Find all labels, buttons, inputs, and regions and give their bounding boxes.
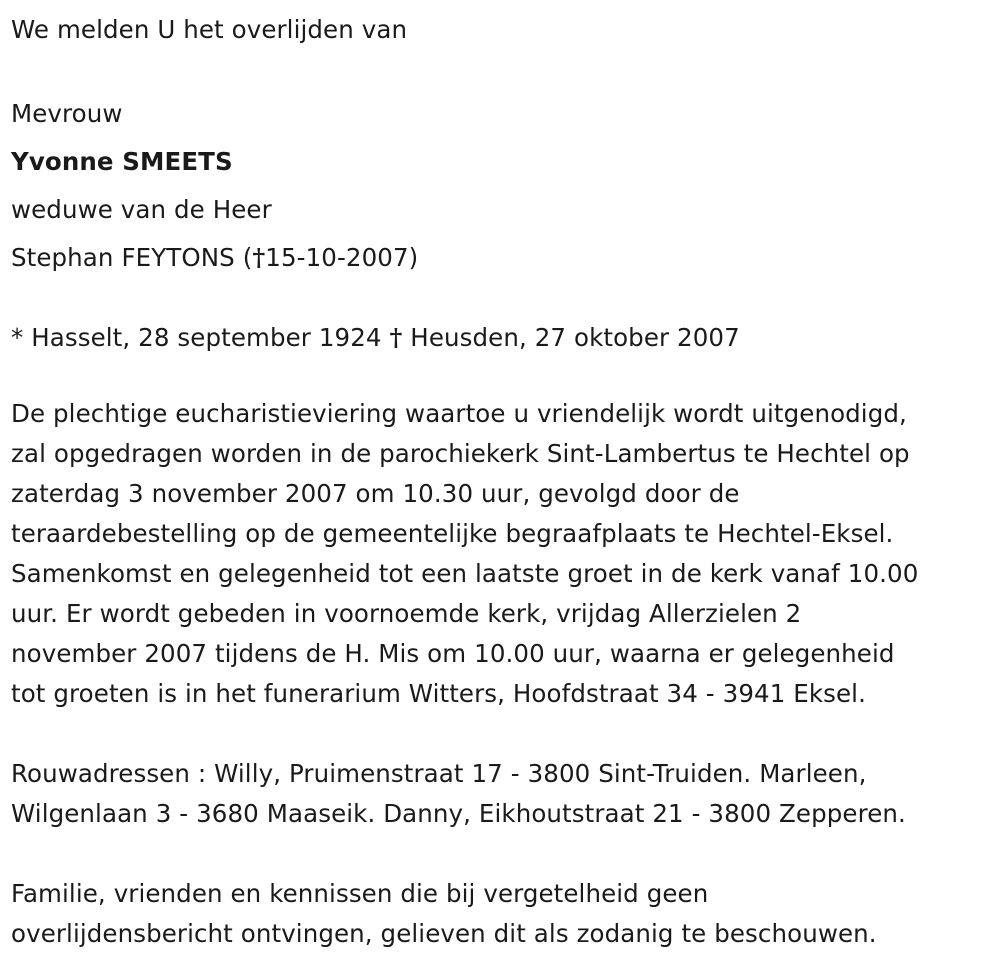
closing-paragraph (11, 874, 996, 954)
ceremony-line: zaterdag 3 november 2007 om 10.30 uur, gevolgd door de (11, 479, 740, 508)
address-line: Rouwadressen : Willy, Pruimenstraat 17 - 3800 Sint-Truiden. Marleen, (11, 759, 867, 788)
deceased-relation: weduwe van de Heer (11, 195, 272, 224)
spacer (11, 282, 996, 314)
life-dates (11, 314, 996, 362)
ceremony-line: De plechtige eucharistieviering waartoe u vriendelijk wordt uitgenodigd, (11, 399, 907, 428)
deceased-name: Yvonne SMEETS (11, 147, 233, 176)
closing-line: overlijdensbericht ontvingen, gelieven dit als zodanig te beschouwen. (11, 919, 877, 948)
death-info: Heusden, 27 oktober 2007 (402, 323, 740, 352)
spacer (11, 362, 996, 394)
spacer (11, 714, 996, 754)
addresses-paragraph (11, 754, 996, 834)
spacer (11, 834, 996, 874)
ceremony-line: zal opgedragen worden in de parochiekerk Sint-Lambertus te Hechtel op (11, 439, 910, 468)
spouse-death-date: 15-10-2007) (265, 243, 419, 272)
ceremony-line: uur. Er wordt gebeden in voornoemde kerk, vrijdag Allerzielen 2 (11, 599, 802, 628)
cross-icon: † (252, 243, 266, 272)
ceremony-line: teraardebestelling op de gemeentelijke begraafplaats te Hechtel-Eksel. (11, 519, 894, 548)
spacer (11, 54, 996, 90)
ceremony-line: tot groeten is in het funerarium Witters, Hoofdstraat 34 - 3941 Eksel. (11, 679, 866, 708)
obituary-notice (11, 6, 996, 954)
birth-info: * Hasselt, 28 september 1924 (11, 323, 390, 352)
spouse-line (11, 234, 996, 282)
closing-line: Familie, vrienden en kennissen die bij vergetelheid geen (11, 879, 709, 908)
cross-icon: † (389, 323, 403, 352)
ceremony-line: november 2007 tijdens de H. Mis om 10.00 uur, waarna er gelegenheid (11, 639, 895, 668)
deceased-title: Mevrouw (11, 99, 123, 128)
spouse-name: Stephan FEYTONS ( (11, 243, 253, 272)
ceremony-line: Samenkomst en gelegenheid tot een laatste groet in de kerk vanaf 10.00 (11, 559, 919, 588)
announcement-text: We melden U het overlijden van (11, 15, 408, 44)
address-line: Wilgenlaan 3 - 3680 Maaseik. Danny, Eikhoutstraat 21 - 3800 Zepperen. (11, 799, 906, 828)
ceremony-paragraph (11, 394, 996, 714)
